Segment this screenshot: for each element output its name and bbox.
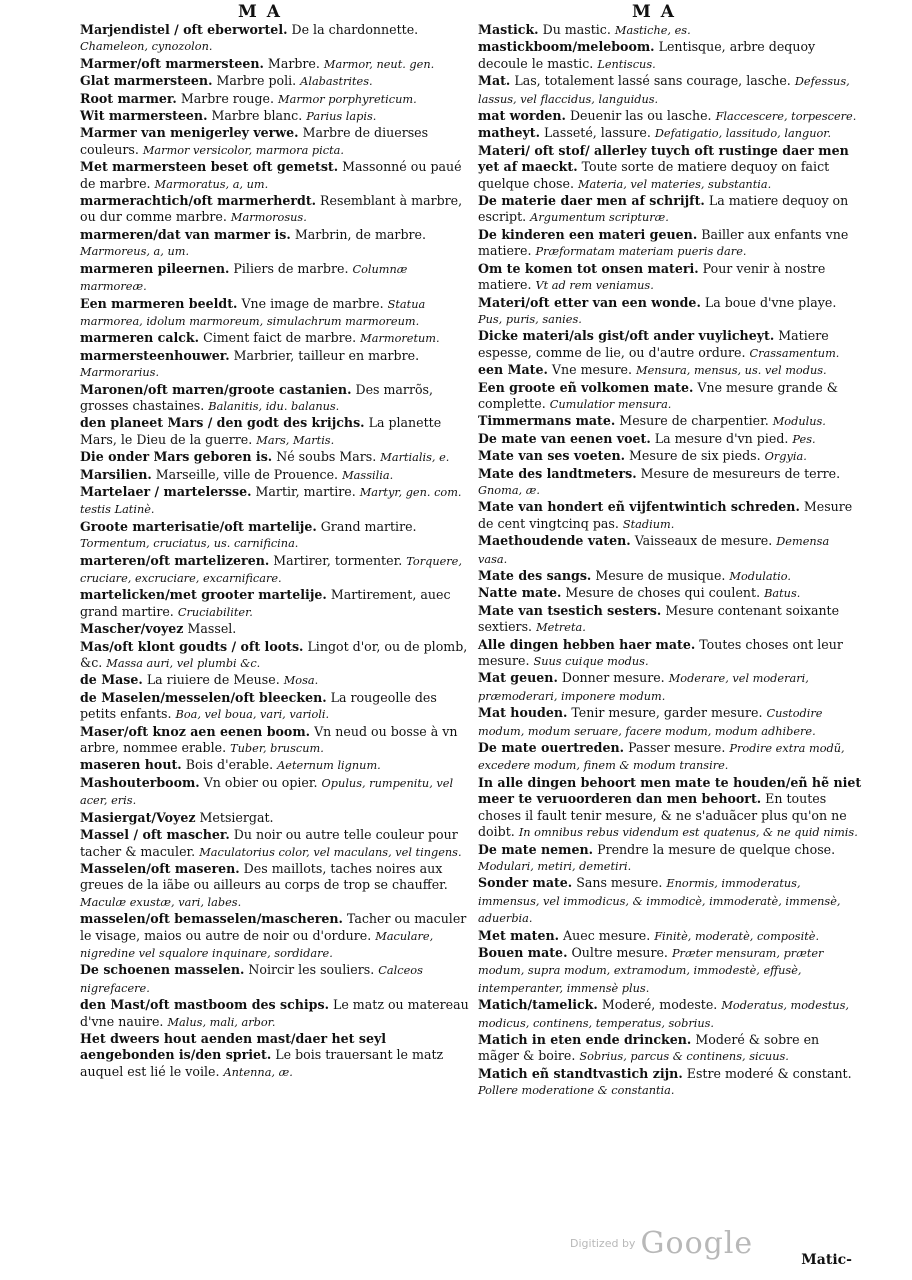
entry-latin: Modulatio. [729, 570, 791, 583]
entry-french: Le bois trauersant le matz auquel est lié le voile. [80, 1047, 444, 1079]
running-header-right: M A [632, 2, 676, 22]
entry-headword: Dicke materi/als gist/oft ander vuylicheyt. [478, 328, 775, 344]
entry-french: Marbrin, de marbre. [294, 226, 426, 242]
dictionary-entry [478, 533, 862, 568]
entry-latin: Aeternum lignum. [277, 759, 381, 773]
entry-latin: Boa, vel boua, vari, varioli. [175, 708, 330, 722]
entry-french: Moderé & sobre en mãger & boire. [478, 1031, 820, 1064]
entry-french: De la chardonnette. [291, 22, 419, 37]
entry-latin: Martyr, gen. com. testis Latinè. [80, 485, 462, 517]
entry-headword: marmeren pileernen. [80, 260, 230, 276]
entry-french: Las, totalement lassé sans courage, lasche. [514, 73, 791, 89]
dictionary-entry [80, 519, 470, 553]
watermark-prefix: Digitized by [570, 1237, 636, 1250]
entry-latin: Enormis, immoderatus, immensus, vel immodicus, & immodicè, immoderatè, immensè, aduerbia. [478, 877, 841, 926]
entry-french: Marbrier, tailleur en marbre. [233, 347, 420, 363]
entry-headword: Root marmer. [80, 90, 177, 106]
entry-latin: Statua marmorea, idolum marmoreum, simulachrum marmoreum. [80, 297, 426, 328]
entry-latin: Defatigatio, lassitudo, languor. [654, 127, 832, 141]
entry-headword: Masiergat/Voyez [80, 809, 196, 825]
entry-latin: Torquere, cruciare, excruciare, excarnificare. [80, 554, 462, 585]
dictionary-entry [478, 585, 862, 602]
right-column [478, 22, 862, 1100]
entry-latin: Massa auri, vel plumbi &c. [106, 657, 261, 671]
dictionary-entry [478, 261, 862, 295]
entry-latin: Maculæ exustæ, vari, labes. [80, 895, 242, 909]
dictionary-entry [478, 22, 862, 39]
entry-headword: De mate ouertreden. [478, 740, 625, 756]
dictionary-entry [478, 568, 862, 585]
dictionary-entry [478, 670, 862, 705]
dictionary-entry [80, 382, 470, 416]
entry-french: Marseille, ville de Prouence. [155, 466, 339, 482]
entry-latin: Mastiche, es. [614, 24, 691, 37]
entry-french: Massonné ou paué de marbre. [80, 159, 462, 191]
entry-french: Mesure de mesureurs de terre. [640, 465, 841, 481]
dictionary-entry [80, 415, 470, 449]
entry-french: Martirer, tormenter. [273, 552, 403, 568]
dictionary-entry [80, 553, 470, 588]
entry-headword: Een groote eñ volkomen mate. [478, 379, 694, 395]
entry-headword: een Mate. [478, 362, 548, 378]
entry-french: Piliers de marbre. [233, 260, 349, 276]
entry-french: Lentisque, arbre dequoy decoule le mastic. [478, 39, 816, 71]
entry-french: Mesure de charpentier. [619, 413, 769, 429]
entry-headword: Timmermans mate. [478, 413, 616, 429]
entry-headword: Om te komen tot onsen materi. [478, 260, 699, 276]
entry-latin: Suus cuique modus. [533, 655, 649, 669]
dictionary-entry [478, 775, 862, 842]
entry-french: Mesure de choses qui coulent. [565, 585, 761, 601]
entry-french: La boue d'vne playe. [704, 294, 837, 310]
entry-headword: Wit marmersteen. [80, 108, 208, 124]
entry-latin: Tormentum, cruciatus, us. carnificina. [80, 537, 299, 551]
entry-headword: Mate van tsestich sesters. [478, 602, 662, 618]
dictionary-entry [80, 690, 470, 724]
dictionary-entry [80, 621, 470, 638]
digitized-watermark [570, 1226, 753, 1261]
entry-french: Martirement, auec grand martire. [80, 587, 451, 619]
entry-headword: Materi/oft etter van een wonde. [478, 294, 701, 310]
entry-latin: Columnæ marmoreæ. [80, 262, 408, 294]
entry-headword: Glat marmersteen. [80, 73, 213, 89]
dictionary-entry [478, 362, 862, 379]
dictionary-entry [80, 587, 470, 621]
entry-latin: Pus, puris, sanies. [478, 312, 582, 326]
entry-french: La planette Mars, le Dieu de la guerre. [80, 415, 442, 447]
entry-latin: Cruciabiliter. [177, 605, 253, 619]
entry-latin: Orgyia. [764, 450, 807, 464]
dictionary-entry [80, 757, 470, 774]
entry-headword: matheyt. [478, 125, 540, 141]
entry-headword: marmeren/dat van marmer is. [80, 226, 291, 242]
dictionary-entry [80, 348, 470, 382]
entry-latin: Vt ad rem veniamus. [535, 279, 654, 293]
entry-latin: Pes. [792, 432, 816, 446]
entry-french: Des maillots, taches noires aux greues de la iãbe ou ailleurs au corps de trop se chauffer. [80, 860, 448, 893]
entry-headword: masselen/oft bemasselen/mascheren. [80, 911, 343, 927]
entry-french: Mesure de musique. [595, 568, 726, 583]
entry-headword: Marmer/oft marmersteen. [80, 55, 264, 71]
entry-french: Toutes choses ont leur mesure. [478, 636, 843, 669]
entry-latin: Stadium. [622, 517, 675, 531]
dictionary-entry [478, 466, 862, 500]
entry-french: Lingot d'or, ou de plomb, &c. [80, 638, 468, 671]
entry-latin: Marmoreus, a, um. [80, 245, 190, 259]
entry-headword: Marmer van menigerley verwe. [80, 125, 299, 141]
dictionary-entry [80, 861, 470, 911]
entry-french: Marbre de diuerses couleurs. [80, 125, 429, 157]
entry-headword: Die onder Mars geboren is. [80, 449, 273, 465]
entry-french: Marbre poli. [216, 73, 297, 89]
entry-french: Bailler aux enfants vne matiere. [478, 226, 849, 259]
entry-latin: In omnibus rebus videndum est quatenus, & ne quid nimis. [518, 826, 858, 840]
entry-latin: Flaccescere, torpescere. [715, 110, 857, 124]
entry-latin: Præformatam materiam pueris dare. [535, 245, 747, 259]
entry-latin: Marmorarius. [80, 366, 160, 380]
dictionary-entry [478, 945, 862, 997]
entry-french: Du mastic. [542, 22, 611, 37]
entry-latin: Maculatorius color, vel maculans, vel tingens. [199, 845, 462, 859]
entry-french: Tenir mesure, garder mesure. [571, 705, 763, 721]
entry-headword: marmeren calck. [80, 330, 200, 346]
entry-headword: mat worden. [478, 108, 566, 124]
dictionary-entry [478, 39, 862, 73]
dictionary-entry [80, 810, 470, 827]
entry-headword: Mascher/voyez [80, 621, 184, 637]
entry-headword: den planeet Mars / den godt des krijchs. [80, 415, 365, 431]
entry-headword: Alle dingen hebben haer mate. [478, 636, 696, 652]
entry-latin: Finitè, moderatè, compositè. [654, 929, 820, 943]
entry-french: En toutes choses il fault tenir mesure, & ne s'aduãcer plus qu'on ne doibt. [478, 791, 847, 840]
entry-french: Noircir les souliers. [248, 962, 375, 978]
entry-french: La riuiere de Meuse. [146, 672, 280, 688]
entry-headword: Mat houden. [478, 705, 568, 721]
dictionary-entry [80, 1031, 470, 1081]
entry-headword: Matich in eten ende drincken. [478, 1031, 692, 1047]
dictionary-entry [478, 875, 862, 927]
entry-french: Marbre. [267, 55, 320, 71]
entry-latin: Sobrius, parcus & continens, sicuus. [579, 1050, 789, 1064]
entry-french: La mesure d'vn pied. [654, 430, 789, 446]
entry-headword: Martelaer / martelersse. [80, 483, 252, 499]
dictionary-entry [80, 997, 470, 1031]
dictionary-entry [478, 193, 862, 227]
dictionary-entry [80, 159, 470, 193]
entry-french: Auec mesure. [563, 927, 651, 943]
entry-headword: Maronen/oft marren/groote castanien. [80, 381, 352, 397]
dictionary-entry [80, 227, 470, 261]
entry-latin: Cumulatior mensura. [549, 397, 672, 411]
entry-headword: Maethoudende vaten. [478, 533, 631, 549]
entry-french: Vne image de marbre. [241, 295, 384, 311]
entry-latin: Marmorosus. [230, 211, 307, 225]
entry-latin: Præter mensuram, præter modum, supra modum, extramodum, immodestè, effusè, intemperanter, immensè plus. [478, 946, 824, 995]
entry-french: Mesure contenant soixante sextiers. [478, 602, 840, 635]
entry-latin: Pollere moderatione & constantia. [478, 1084, 675, 1098]
entry-headword: Het dweers hout aenden mast/daer het seyl aengebonden is/den spriet. [80, 1030, 387, 1063]
entry-headword: Marsilien. [80, 466, 152, 482]
entry-latin: Crassamentum. [749, 346, 840, 360]
dictionary-entry [80, 962, 470, 997]
dictionary-entry [478, 295, 862, 329]
entry-french: Sans mesure. [576, 875, 663, 891]
entry-latin: Alabastrites. [300, 75, 373, 89]
dictionary-entry [80, 22, 470, 56]
dictionary-entry [80, 108, 470, 125]
entry-latin: Mars, Martis. [256, 433, 335, 447]
entry-headword: Mas/oft klont goudts / oft loots. [80, 638, 304, 654]
entry-headword: Met maten. [478, 927, 560, 943]
entry-french: Estre moderé & constant. [686, 1065, 852, 1081]
entry-headword: Met marmersteen beset oft gemetst. [80, 159, 339, 175]
entry-latin: Malus, mali, arbor. [167, 1015, 276, 1029]
entry-headword: den Mast/oft mastboom des schips. [80, 997, 329, 1013]
entry-french: Ciment faict de marbre. [203, 330, 357, 346]
entry-latin: Demensa vasa. [478, 535, 830, 566]
entry-latin: Lentiscus. [597, 57, 656, 71]
entry-french: Mesure de six pieds. [629, 448, 761, 464]
dictionary-entry [80, 672, 470, 689]
dictionary-entry [80, 911, 470, 962]
entry-french: Grand martire. [320, 518, 417, 534]
entry-headword: Sonder mate. [478, 875, 573, 891]
entry-french: Vaisseaux de mesure. [634, 533, 773, 549]
entry-headword: Mate des sangs. [478, 568, 592, 583]
entry-latin: Massilia. [342, 468, 394, 482]
entry-headword: Masselen/oft maseren. [80, 860, 240, 876]
entry-latin: Mensura, mensus, us. vel modus. [636, 364, 827, 378]
entry-latin: Metreta. [536, 621, 586, 635]
dictionary-entry [478, 603, 862, 637]
entry-latin: Modulus. [772, 415, 826, 429]
entry-headword: Groote marterisatie/oft martelije. [80, 518, 317, 534]
entry-headword: Mate van ses voeten. [478, 448, 626, 464]
entry-french: Marbre blanc. [211, 108, 303, 124]
entry-headword: marteren/oft martelizeren. [80, 552, 270, 568]
dictionary-entry [80, 724, 470, 758]
dictionary-entry [80, 261, 470, 296]
entry-headword: Maser/oft knoz aen eenen boom. [80, 723, 311, 739]
entry-french: Bois d'erable. [185, 757, 274, 773]
entry-french: Du noir ou autre telle couleur pour tacher & maculer. [80, 827, 458, 859]
dictionary-entry [478, 448, 862, 465]
entry-latin: Moderatus, modestus, modicus, continens, temperatus, sobrius. [478, 999, 849, 1030]
dictionary-entry [80, 449, 470, 466]
entry-headword: martelicken/met grooter martelije. [80, 587, 327, 603]
entry-headword: Mat. [478, 73, 511, 89]
entry-french: La rougeolle des petits enfants. [80, 689, 437, 722]
entry-latin: Opulus, rumpenitu, vel acer, eris. [80, 776, 454, 808]
entry-french: Donner mesure. [561, 670, 665, 686]
entry-latin: Balanitis, idu. balanus. [208, 399, 340, 413]
entry-french: Tacher ou maculer le visage, maios ou autre de noir ou d'ordure. [80, 911, 467, 943]
entry-headword: Mat geuen. [478, 670, 558, 686]
entry-headword: Mate van hondert eñ vijfentwintich schreden. [478, 499, 800, 515]
entry-latin: Materia, vel materies, substantia. [577, 177, 772, 191]
entry-french: Vn obier ou opier. [203, 774, 318, 790]
dictionary-entry [478, 380, 862, 414]
entry-french: Lasseté, lassure. [544, 125, 651, 141]
dictionary-entry [80, 56, 470, 73]
dictionary-entry [478, 413, 862, 430]
dictionary-entry [478, 1032, 862, 1066]
dictionary-entry [80, 827, 470, 861]
entry-latin: Prodire extra modũ, excedere modum, finem & modum transire. [478, 742, 845, 773]
google-logo: Google [640, 1226, 754, 1261]
dictionary-entry [80, 775, 470, 810]
entry-french: Deuenir las ou lasche. [569, 108, 712, 124]
entry-latin: Marmoratus, a, um. [154, 177, 269, 191]
entry-french: Passer mesure. [628, 740, 726, 756]
entry-headword: marmersteenhouwer. [80, 347, 230, 363]
entry-headword: De materie daer men af schrijft. [478, 193, 705, 209]
entry-french: Marbre rouge. [180, 90, 275, 106]
entry-french: Le matz ou matereau d'vne nauire. [80, 997, 469, 1029]
entry-french: Mesure de cent vingtcinq pas. [478, 499, 853, 531]
entry-headword: De schoenen masselen. [80, 962, 245, 978]
running-header-left: M A [238, 2, 282, 22]
entry-french: Pour venir à nostre matiere. [478, 260, 826, 293]
entry-french: Toute sorte de matiere dequoy on faict quelque chose. [478, 159, 830, 191]
entry-headword: Een marmeren beeldt. [80, 295, 238, 311]
entry-headword: Matich/tamelick. [478, 997, 598, 1013]
entry-latin: Gnoma, æ. [478, 483, 540, 497]
entry-headword: Mashouterboom. [80, 774, 200, 790]
dictionary-entry [478, 73, 862, 108]
entry-headword: mastickboom/meleboom. [478, 39, 655, 55]
dictionary-entry [80, 91, 470, 108]
entry-french: Oultre mesure. [571, 944, 668, 960]
dictionary-entry [478, 842, 862, 876]
entry-latin: Argumentum scripturæ. [530, 211, 669, 225]
entry-headword: marmerachtich/oft marmerherdt. [80, 193, 317, 209]
entry-french: Vne mesure grande & complette. [478, 379, 838, 411]
entry-french: Né soubs Mars. [276, 449, 377, 465]
entry-headword: De kinderen een materi geuen. [478, 226, 698, 242]
entry-headword: In alle dingen behoort men mate te houden/eñ hẽ niet meer te veruoorderen dan men behoort. [478, 774, 862, 807]
dictionary-entry [478, 740, 862, 775]
entry-latin: Defessus, lassus, vel flaccidus, languidus. [478, 75, 850, 106]
dictionary-entry [478, 499, 862, 533]
dictionary-entry [478, 143, 862, 193]
entry-latin: Calceos nigrefacere. [80, 964, 423, 995]
dictionary-entry [478, 1066, 862, 1100]
dictionary-entry [80, 193, 470, 227]
dictionary-entry [80, 484, 470, 519]
entry-french: Des marrõs, grosses chastaines. [80, 381, 434, 413]
entry-latin: Modulari, metiri, demetiri. [478, 859, 632, 873]
dictionary-entry [80, 73, 470, 90]
dictionary-entry [478, 637, 862, 671]
entry-latin: Marmor, neut. gen. [323, 57, 435, 71]
entry-latin: Antenna, æ. [223, 1065, 293, 1079]
entry-latin: Mosa. [283, 674, 319, 688]
dictionary-entry [478, 705, 862, 740]
entry-french: Moderé, modeste. [601, 997, 718, 1013]
entry-headword: Natte mate. [478, 585, 562, 601]
entry-latin: Marmoretum. [360, 332, 440, 346]
entry-latin: Chameleon, cynozolon. [80, 40, 213, 54]
entry-french: Resemblant à marbre, ou dur comme marbre. [80, 193, 463, 225]
dictionary-entry [478, 997, 862, 1032]
entry-latin: Parius lapis. [306, 110, 377, 124]
entry-headword: Bouen mate. [478, 944, 568, 960]
entry-french: Massel. [187, 621, 237, 637]
dictionary-entry [80, 125, 470, 159]
dictionary-entry [478, 928, 862, 945]
entry-headword: Mastick. [478, 22, 539, 37]
entry-headword: Mate des landtmeters. [478, 465, 637, 481]
entry-headword: de Maselen/messelen/oft bleecken. [80, 689, 327, 705]
entry-headword: De mate van eenen voet. [478, 430, 651, 446]
entry-latin: Marmor porphyreticum. [278, 92, 417, 106]
entry-french: Matiere espesse, comme de lie, ou d'autre ordure. [478, 328, 829, 360]
dictionary-entry [478, 125, 862, 142]
entry-french: Martir, martire. [255, 483, 356, 499]
dictionary-entry [80, 330, 470, 347]
dictionary-entry [478, 328, 862, 362]
dictionary-entry [80, 639, 470, 673]
entry-headword: Marjendistel / oft eberwortel. [80, 22, 288, 37]
entry-latin: Martialis, e. [380, 451, 450, 465]
entry-headword: Materi/ oft stof/ allerley tuych oft rustinge daer men yet af maeckt. [478, 142, 849, 175]
catchword: Matic- [801, 1252, 852, 1268]
dictionary-entry [80, 467, 470, 484]
entry-french: Prendre la mesure de quelque chose. [597, 841, 836, 857]
entry-headword: De mate nemen. [478, 841, 594, 857]
entry-latin: Custodire modum, modum seruare, facere modum, modum adhibere. [478, 707, 823, 738]
entry-latin: Moderare, vel moderari, præmoderari, imponere modum. [478, 672, 809, 703]
entry-headword: maseren hout. [80, 757, 182, 773]
entry-french: Vn neud ou bosse à vn arbre, nommee erable. [80, 723, 458, 756]
entry-headword: Massel / oft mascher. [80, 827, 230, 843]
entry-headword: de Mase. [80, 672, 143, 688]
entry-latin: Maculare, nigredine vel squalore inquinare, sordidare. [80, 929, 434, 960]
entry-french: La matiere dequoy on escript. [478, 193, 849, 225]
entry-french: Metsiergat. [199, 809, 274, 825]
entry-latin: Tuber, bruscum. [230, 742, 324, 756]
dictionary-entry [478, 227, 862, 261]
dictionary-entry [478, 431, 862, 448]
entry-french: Vne mesure. [551, 362, 633, 378]
entry-headword: Matich eñ standtvastich zijn. [478, 1065, 683, 1081]
dictionary-entry [80, 296, 470, 331]
left-column [80, 22, 470, 1081]
entry-latin: Batus. [764, 587, 801, 601]
dictionary-entry [478, 108, 862, 125]
entry-latin: Marmor versicolor, marmora picta. [142, 143, 344, 157]
